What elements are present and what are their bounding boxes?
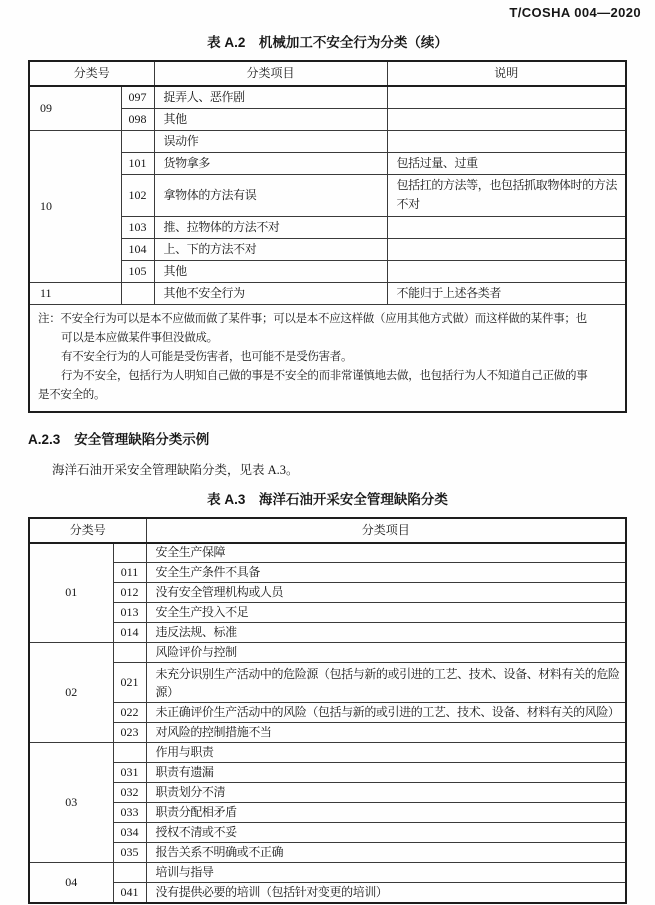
section-number: A.2.3 bbox=[28, 431, 61, 447]
table-row bbox=[29, 603, 626, 623]
note-line: 行为不安全，包括行为人明知自己做的事是不安全的而非常谨慎地去做，也包括行为人不知道自己正做的事 bbox=[61, 369, 588, 382]
item-code-cell: 022 bbox=[113, 703, 146, 723]
item-name-cell: 其他 bbox=[154, 260, 387, 282]
table-row bbox=[29, 763, 626, 783]
group-number-cell: 04 bbox=[29, 863, 113, 903]
table-a2-header-row bbox=[29, 61, 626, 86]
table-row bbox=[29, 543, 626, 563]
table-a2 bbox=[28, 60, 627, 413]
note-line: 有不安全行为的人可能是受伤害者，也可能不是受伤害者。 bbox=[61, 350, 353, 363]
item-code-cell: 012 bbox=[113, 583, 146, 603]
table-note-row bbox=[29, 304, 626, 412]
item-desc-cell bbox=[387, 238, 626, 260]
item-desc-cell bbox=[387, 108, 626, 130]
item-name-cell: 授权不清或不妥 bbox=[146, 823, 626, 843]
item-code-cell: 098 bbox=[121, 108, 154, 130]
item-name-cell: 推、拉物体的方法不对 bbox=[154, 216, 387, 238]
table-row bbox=[29, 623, 626, 643]
item-name-cell: 未正确评价生产活动中的风险（包括与新的或引进的工艺、技术、设备、材料有关的风险） bbox=[146, 703, 626, 723]
table-note bbox=[29, 304, 626, 412]
note-line: 可以是本应做某件事但没做成。 bbox=[61, 331, 218, 344]
table-row bbox=[29, 703, 626, 723]
item-name-cell: 未充分识别生产活动中的危险源（包括与新的或引进的工艺、技术、设备、材料有关的危险源） bbox=[146, 663, 626, 703]
table-row bbox=[29, 663, 626, 703]
item-code-cell: 041 bbox=[113, 883, 146, 903]
item-desc-cell: 包括扛的方法等，也包括抓取物体时的方法不对 bbox=[387, 174, 626, 216]
item-name-cell: 报告关系不明确或不正确 bbox=[146, 843, 626, 863]
item-code-cell: 035 bbox=[113, 843, 146, 863]
table-row bbox=[29, 563, 626, 583]
group-number-cell: 01 bbox=[29, 543, 113, 643]
table-row bbox=[29, 723, 626, 743]
item-name-cell: 安全生产投入不足 bbox=[146, 603, 626, 623]
item-code-cell: 013 bbox=[113, 603, 146, 623]
table-row bbox=[29, 863, 626, 883]
item-name-cell: 违反法规、标准 bbox=[146, 623, 626, 643]
item-code-cell: 032 bbox=[113, 783, 146, 803]
table-row bbox=[29, 282, 626, 304]
item-name-cell: 上、下的方法不对 bbox=[154, 238, 387, 260]
item-name-cell: 职责分配相矛盾 bbox=[146, 803, 626, 823]
item-code-cell bbox=[113, 643, 146, 663]
item-name-cell: 作用与职责 bbox=[146, 743, 626, 763]
note-line: 注：不安全行为可以是本不应做而做了某件事；可以是本不应这样做（应用其他方式做）而这样做的某件事；也 bbox=[38, 312, 587, 325]
table-row bbox=[29, 743, 626, 763]
standard-number: T/COSHA 004—2020 bbox=[509, 5, 641, 20]
item-code-cell: 034 bbox=[113, 823, 146, 843]
table-row bbox=[29, 883, 626, 903]
item-name-cell: 捉弄人、恶作剧 bbox=[154, 86, 387, 108]
table-row bbox=[29, 783, 626, 803]
table-row bbox=[29, 583, 626, 603]
item-code-cell bbox=[113, 543, 146, 563]
table-row bbox=[29, 130, 626, 152]
group-number-cell: 03 bbox=[29, 743, 113, 863]
section-heading-a23 bbox=[28, 428, 655, 448]
item-name-cell: 误动作 bbox=[154, 130, 387, 152]
item-code-cell: 103 bbox=[121, 216, 154, 238]
item-name-cell: 其他不安全行为 bbox=[154, 282, 387, 304]
item-name-cell: 职责划分不清 bbox=[146, 783, 626, 803]
intro-paragraph: 海洋石油开采安全管理缺陷分类，见表 A.3。 bbox=[52, 462, 299, 477]
item-code-cell bbox=[113, 743, 146, 763]
table-a3-title: 表 A.3 海洋石油开采安全管理缺陷分类 bbox=[207, 491, 448, 507]
table-a2-title: 表 A.2 机械加工不安全行为分类（续） bbox=[207, 35, 448, 50]
table-row bbox=[29, 803, 626, 823]
table-row bbox=[29, 86, 626, 108]
item-code-cell: 097 bbox=[121, 86, 154, 108]
item-desc-cell bbox=[387, 130, 626, 152]
note-line: 是不安全的。 bbox=[38, 388, 106, 401]
item-code-cell: 011 bbox=[113, 563, 146, 583]
item-name-cell: 货物拿多 bbox=[154, 152, 387, 174]
col-header-class-item: 分类项目 bbox=[154, 61, 387, 86]
item-code-cell: 033 bbox=[113, 803, 146, 823]
table-row bbox=[29, 843, 626, 863]
item-code-cell bbox=[113, 863, 146, 883]
item-name-cell: 没有提供必要的培训（包括针对变更的培训） bbox=[146, 883, 626, 903]
item-code-cell bbox=[121, 282, 154, 304]
col-header-class-item: 分类项目 bbox=[146, 518, 626, 543]
item-name-cell: 拿物体的方法有误 bbox=[154, 174, 387, 216]
item-desc-cell: 包括过量、过重 bbox=[387, 152, 626, 174]
item-code-cell: 023 bbox=[113, 723, 146, 743]
item-code-cell: 105 bbox=[121, 260, 154, 282]
section-title: 安全管理缺陷分类示例 bbox=[74, 431, 210, 447]
group-number-cell: 02 bbox=[29, 643, 113, 743]
item-code-cell: 014 bbox=[113, 623, 146, 643]
item-code-cell: 104 bbox=[121, 238, 154, 260]
table-row bbox=[29, 643, 626, 663]
item-name-cell: 风险评价与控制 bbox=[146, 643, 626, 663]
group-number-cell: 11 bbox=[29, 282, 121, 304]
item-code-cell: 031 bbox=[113, 763, 146, 783]
col-header-class-number: 分类号 bbox=[29, 518, 146, 543]
item-desc-cell bbox=[387, 216, 626, 238]
item-name-cell: 培训与指导 bbox=[146, 863, 626, 883]
group-number-cell: 10 bbox=[29, 130, 121, 282]
item-desc-cell bbox=[387, 86, 626, 108]
item-code-cell bbox=[121, 130, 154, 152]
item-code-cell: 021 bbox=[113, 663, 146, 703]
item-name-cell: 安全生产条件不具备 bbox=[146, 563, 626, 583]
table-a3-header-row bbox=[29, 518, 626, 543]
item-desc-cell bbox=[387, 260, 626, 282]
item-desc-cell: 不能归于上述各类者 bbox=[387, 282, 626, 304]
item-code-cell: 102 bbox=[121, 174, 154, 216]
table-row bbox=[29, 823, 626, 843]
item-code-cell: 101 bbox=[121, 152, 154, 174]
col-header-class-number: 分类号 bbox=[29, 61, 154, 86]
item-name-cell: 没有安全管理机构或人员 bbox=[146, 583, 626, 603]
item-name-cell: 对风险的控制措施不当 bbox=[146, 723, 626, 743]
item-name-cell: 其他 bbox=[154, 108, 387, 130]
item-name-cell: 职责有遗漏 bbox=[146, 763, 626, 783]
table-a3 bbox=[28, 517, 627, 904]
col-header-description: 说明 bbox=[387, 61, 626, 86]
group-number-cell: 09 bbox=[29, 86, 121, 130]
item-name-cell: 安全生产保障 bbox=[146, 543, 626, 563]
